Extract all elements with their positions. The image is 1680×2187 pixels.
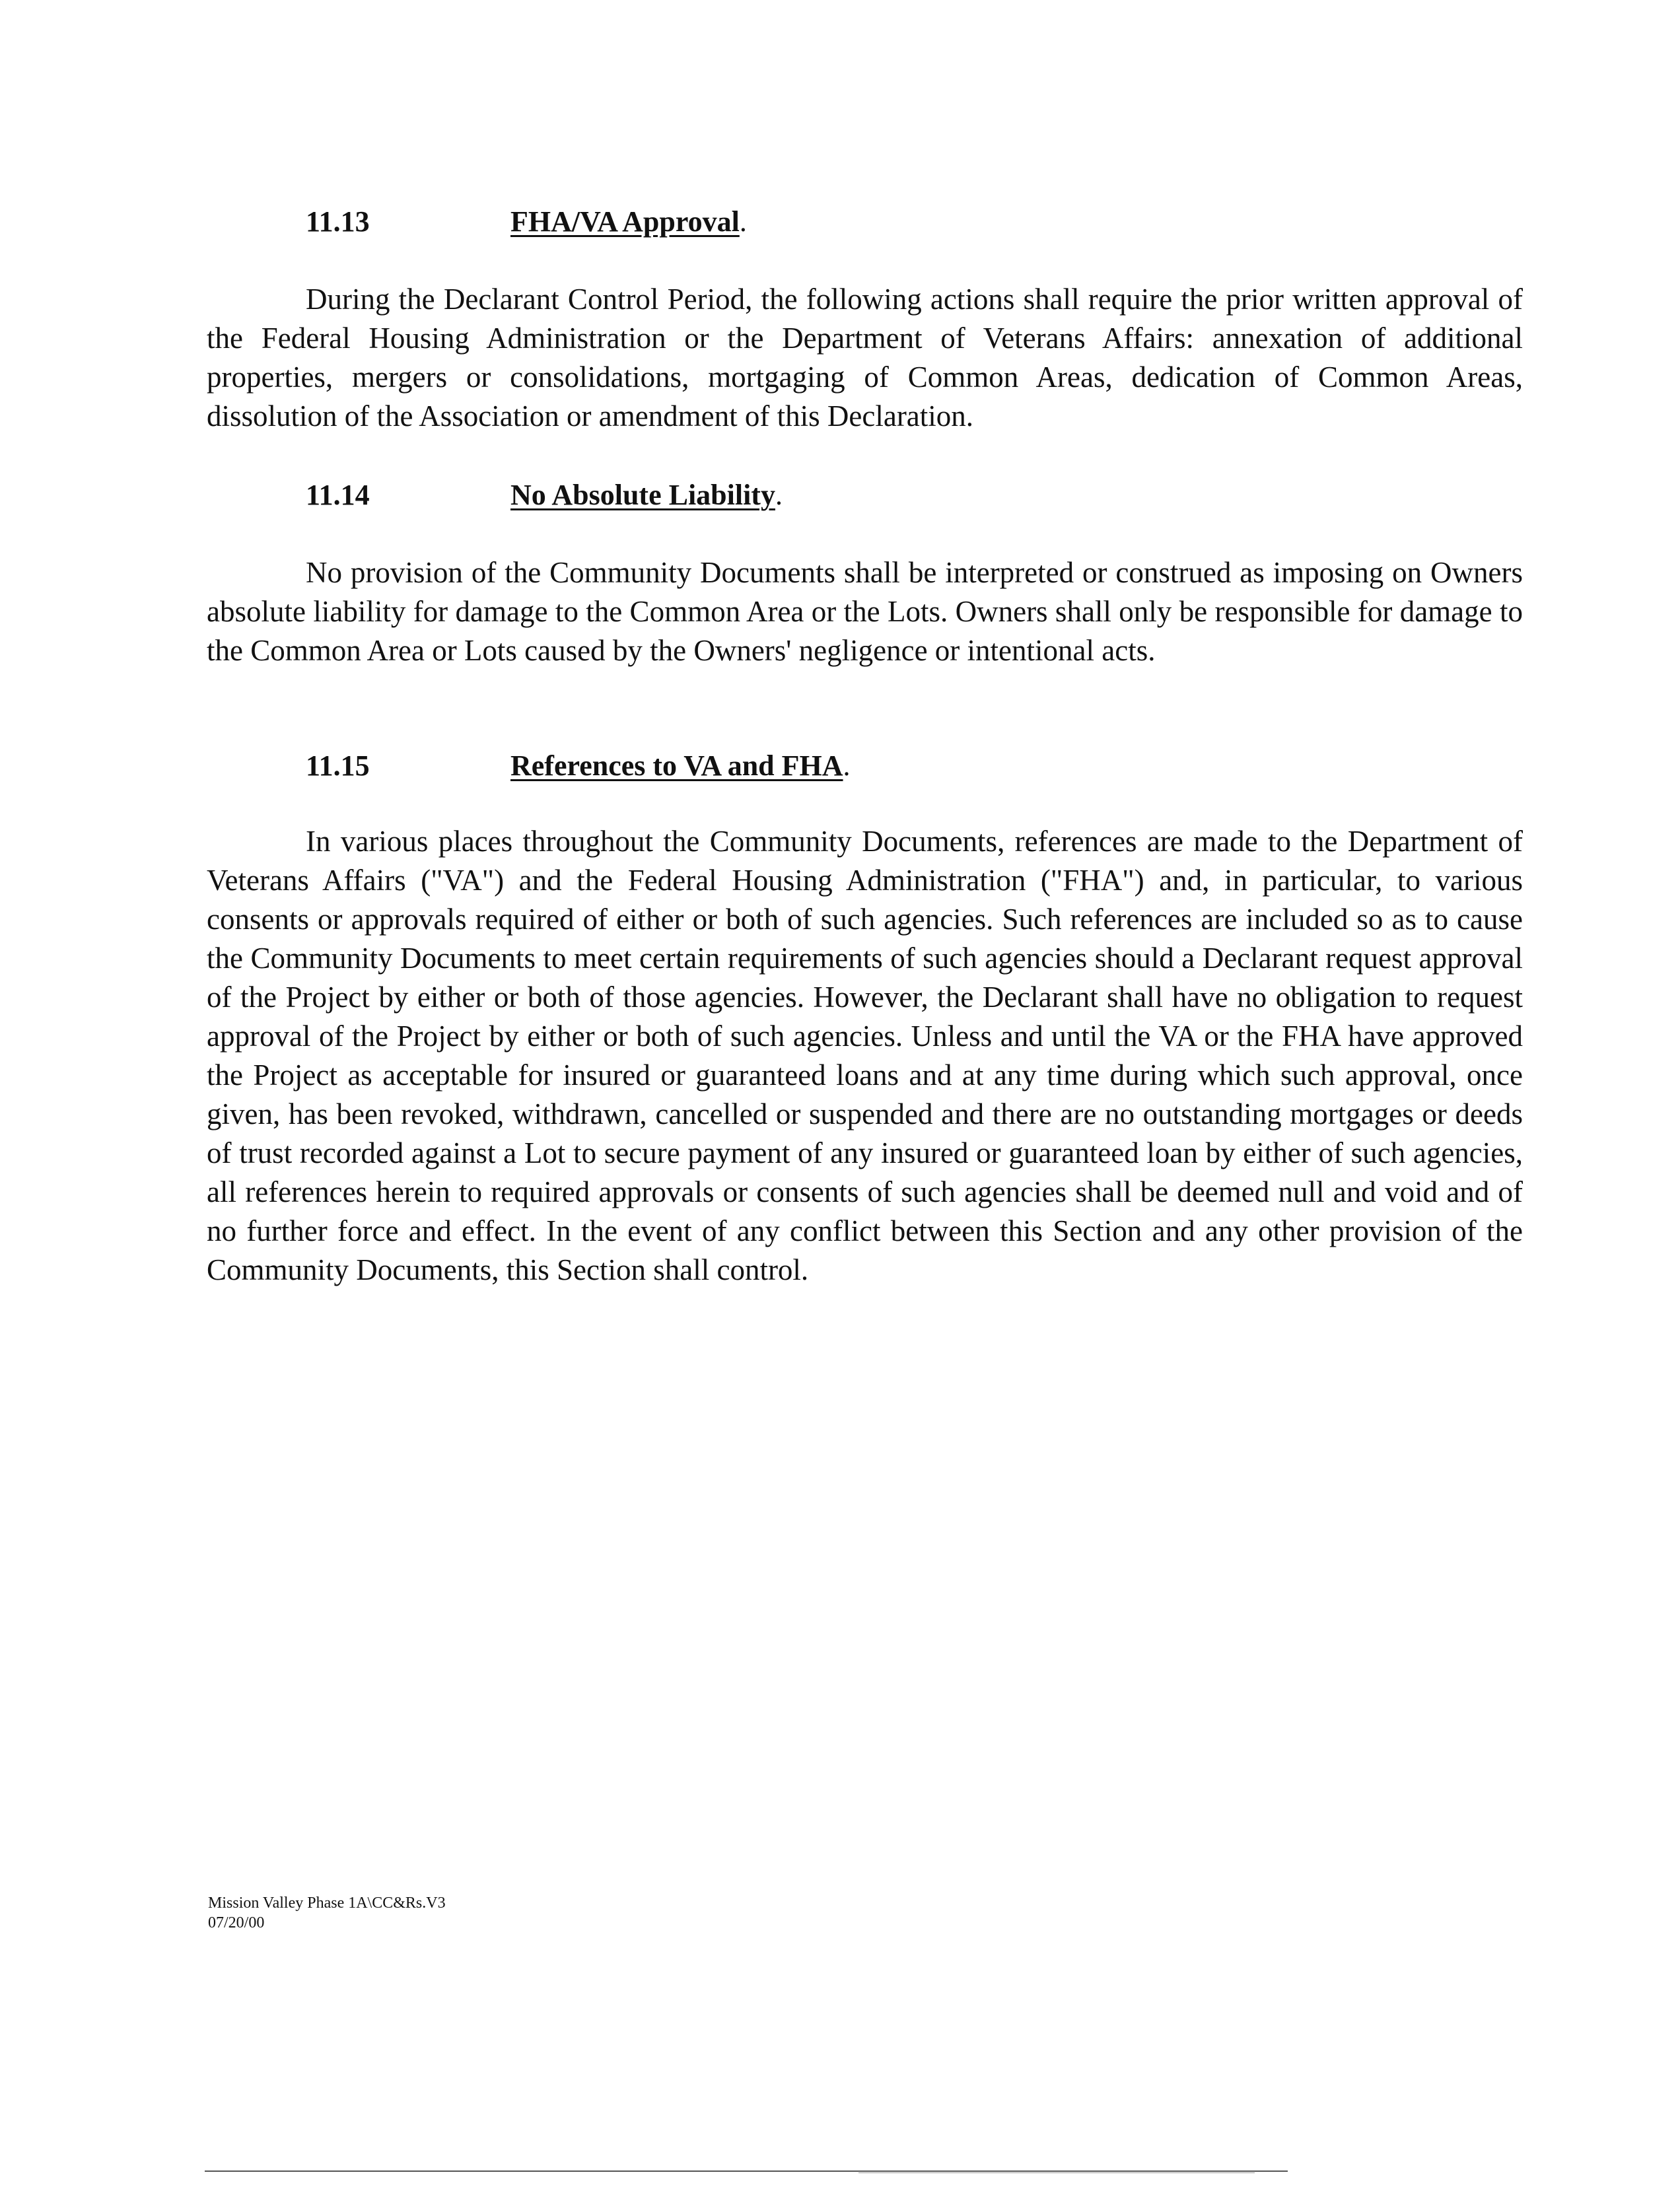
bottom-scan-line-secondary <box>858 2172 1255 2173</box>
document-footer <box>208 1893 446 1933</box>
section-title-punct: . <box>739 205 747 238</box>
section-title <box>510 749 851 782</box>
section-title <box>510 478 783 512</box>
section-title-text: FHA/VA Approval <box>510 205 740 238</box>
footer-document-reference: Mission Valley Phase 1A\CC&Rs.V3 <box>208 1894 446 1912</box>
section-number: 11.13 <box>306 205 370 238</box>
section-title-text: References to VA and FHA <box>510 749 843 782</box>
section-number: 11.14 <box>306 479 370 511</box>
section-title-text: No Absolute Liability <box>510 479 775 511</box>
footer-date: 07/20/00 <box>208 1914 265 1931</box>
section-title <box>510 205 747 238</box>
section-body-11-13: During the Declarant Control Period, the following actions shall require the prior written approval of the Federal Housing Administration or the Department of Veterans Affairs: annexation of additional properties, mergers or consolidations, mortgaging of Common Areas, dedication of Common Areas, dissolution of the Association or amendment of this Declaration. <box>207 283 1523 433</box>
section-title-punct: . <box>775 479 783 511</box>
section-title-punct: . <box>843 749 851 782</box>
section-number: 11.15 <box>306 749 370 782</box>
section-body-11-15: In various places throughout the Community Documents, references are made to the Department of Veterans Affairs ("VA") and the Federal Housing Administration ("FHA") and, in particular, to various consents or approvals required of either or both of such agencies. Such references are included so as to cause the Community Documents to meet certain requirements of such agencies should a Declarant request approval of the Project by either or both of those agencies. However, the Declarant shall have no obligation to request approval of the Project by either or both of such agencies. Unless and until the VA or the FHA have approved the Project as acceptable for insured or guaranteed loans and at any time during which such approval, once given, has been revoked, withdrawn, cancelled or suspended and there are no outstanding mortgages or deeds of trust recorded against a Lot to secure payment of any insured or guaranteed loan by either of such agencies, all references herein to required approvals or consents of such agencies shall be deemed null and void and of no further force and effect. In the event of any conflict between this Section and any other provision of the Community Documents, this Section shall control. <box>207 825 1523 1286</box>
bottom-scan-line <box>205 2170 1288 2172</box>
section-body-11-14: No provision of the Community Documents shall be interpreted or construed as imposing on Owners absolute liability for damage to the Common Area or the Lots. Owners shall only be responsible for damage to the Common Area or Lots caused by the Owners' negligence or intentional acts. <box>207 556 1523 667</box>
